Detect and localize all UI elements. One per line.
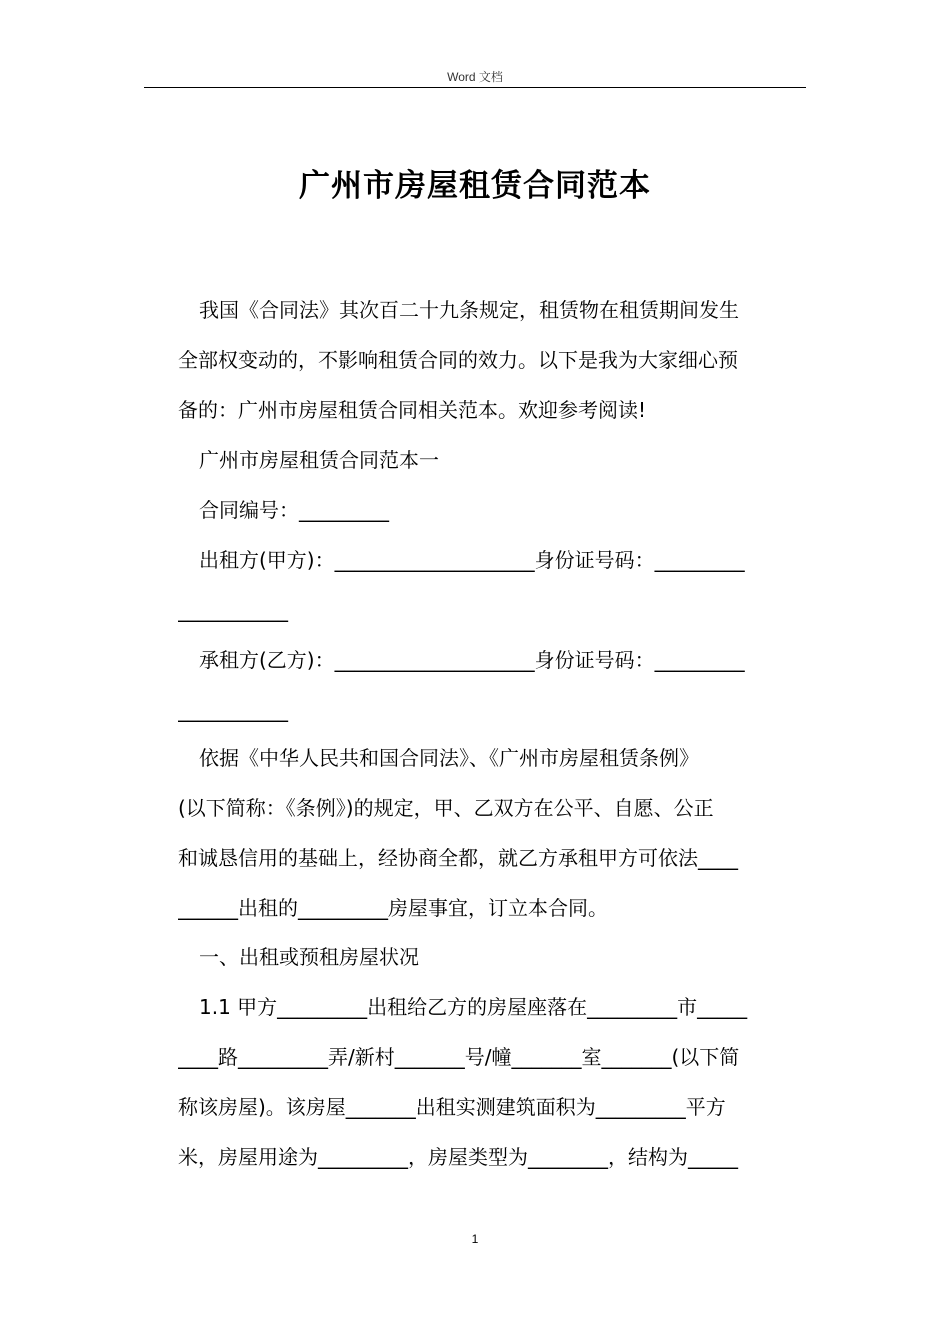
contract-number-line: 合同编号：_________ [199, 498, 389, 522]
document-header-label: Word 文档 [447, 70, 503, 84]
paragraph-line: 我国《合同法》其次百二十九条规定，租赁物在租赁期间发生 [199, 298, 739, 322]
paragraph-line: 和诚恳信用的基础上，经协商全都，就乙方承租甲方可依法____ [178, 846, 738, 870]
lessee-line-continued: ___________ [178, 698, 288, 722]
document-title: 广州市房屋租赁合同范本 [299, 168, 651, 204]
header-divider [144, 87, 806, 88]
clause-line: 称该房屋)。该房屋_______出租实测建筑面积为_________平方 [178, 1095, 726, 1119]
paragraph-line: 全部权变动的，不影响租赁合同的效力。以下是我为大家细心预 [178, 348, 738, 372]
clause-line: ____路_________弄/新村_______号/幢_______室_______(以下简 [178, 1045, 740, 1069]
paragraph-line: 备的：广州市房屋租赁合同相关范本。欢迎参考阅读! [178, 398, 647, 422]
section-heading: 广州市房屋租赁合同范本一 [199, 448, 439, 472]
lessor-line: 出租方(甲方)：____________________身份证号码：_________ [199, 548, 745, 572]
page-number: 1 [471, 1232, 479, 1246]
clause-line: 1.1 甲方_________出租给乙方的房屋座落在_________市_____ [199, 995, 748, 1019]
paragraph-line: ______出租的_________房屋事宜，订立本合同。 [178, 896, 608, 920]
lessor-line-continued: ___________ [178, 598, 288, 622]
paragraph-line: (以下简称：《条例》)的规定，甲、乙双方在公平、自愿、公正 [178, 796, 714, 820]
section-heading: 一、出租或预租房屋状况 [199, 945, 419, 969]
clause-line: 米，房屋用途为_________，房屋类型为________，结构为_____ [178, 1145, 738, 1169]
lessee-line: 承租方(乙方)：____________________身份证号码：_________ [199, 648, 745, 672]
paragraph-line: 依据《中华人民共和国合同法》、《广州市房屋租赁条例》 [199, 746, 699, 770]
